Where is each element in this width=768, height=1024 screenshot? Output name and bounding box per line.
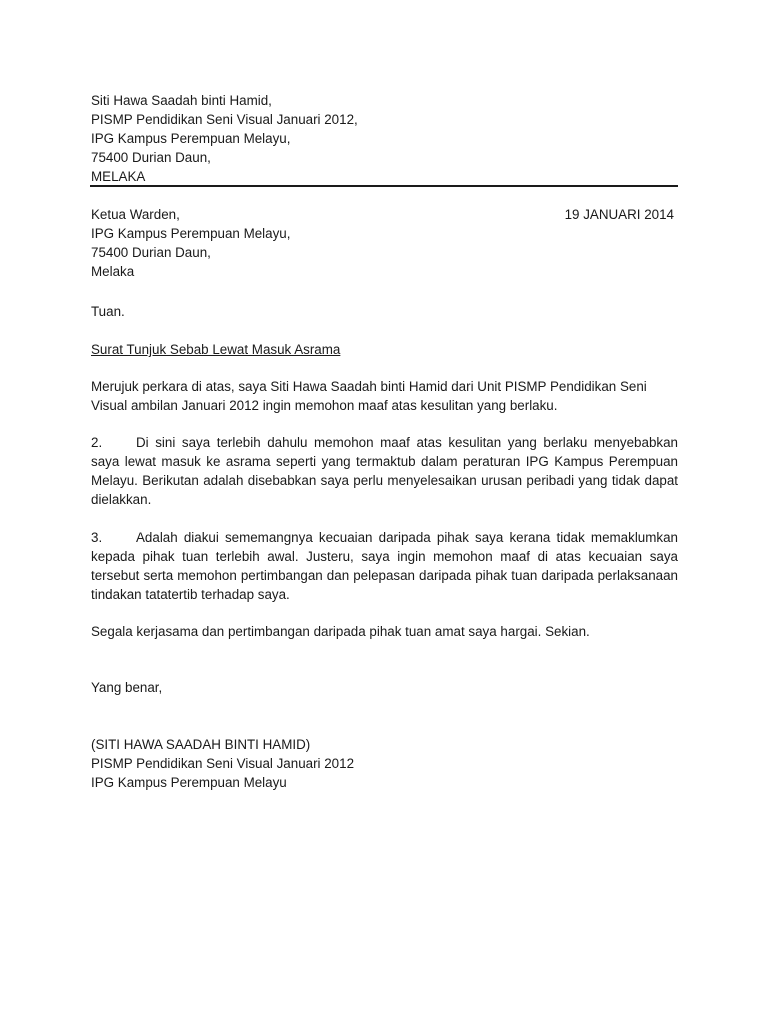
signature-program: PISMP Pendidikan Seni Visual Januari 2012 (91, 756, 355, 771)
sender-name: Siti Hawa Saadah binti Hamid, (91, 93, 272, 108)
sender-postcode-city: 75400 Durian Daun, (91, 150, 211, 165)
sender-institution: IPG Kampus Perempuan Melayu, (91, 131, 291, 146)
closing: Yang benar, (91, 680, 163, 695)
paragraph-3 (91, 528, 678, 604)
recipient-state: Melaka (91, 264, 135, 279)
signature-block (91, 735, 354, 792)
recipient-postcode-city: 75400 Durian Daun, (91, 245, 211, 260)
sender-state: MELAKA (91, 169, 146, 184)
signature-institution: IPG Kampus Perempuan Melayu (91, 775, 287, 790)
letter-subject: Surat Tunjuk Sebab Lewat Masuk Asrama (91, 342, 341, 357)
sender-address (91, 91, 358, 186)
paragraph-2 (91, 433, 678, 509)
recipient-title: Ketua Warden, (91, 207, 180, 222)
recipient-institution: IPG Kampus Perempuan Melayu, (91, 226, 291, 241)
sender-program: PISMP Pendidikan Seni Visual Januari 2012, (91, 112, 358, 127)
paragraph-4: Segala kerjasama dan pertimbangan daripada pihak tuan amat saya hargai. Sekian. (91, 624, 590, 639)
paragraph-2-number: 2. (91, 435, 103, 450)
paragraph-3-number: 3. (91, 530, 103, 545)
recipient-address (91, 205, 290, 281)
salutation: Tuan. (91, 304, 125, 319)
paragraph-3-text: Adalah diakui sememangnya kecuaian daripada pihak saya kerana tidak memaklumkan kepada pihak tuan terlebih awal. Justeru, saya ingin memohon maaf di atas kecuaian saya tersebut serta memohon pertimbangan dan pelepasan daripada pihak tuan daripada perlaksanaan tindakan tatatertib terhadap saya. (91, 530, 678, 602)
paragraph-1: Merujuk perkara di atas, saya Siti Hawa Saadah binti Hamid dari Unit PISMP Pendidikan Seni Visual ambilan Januari 2012 ingin memohon maaf atas kesulitan yang berlaku. (91, 379, 647, 413)
signature-name: (SITI HAWA SAADAH BINTI HAMID) (91, 737, 311, 752)
paragraph-2-text: Di sini saya terlebih dahulu memohon maaf atas kesulitan yang berlaku menyebabkan saya lewat masuk ke asrama seperti yang termaktub dalam peraturan IPG Kampus Perempuan Melayu. Berikutan adalah disebabkan saya perlu menyelesaikan urusan peribadi yang tidak dapat dielakkan. (91, 435, 678, 507)
header-divider (90, 185, 678, 187)
letter-date: 19 JANUARI 2014 (564, 207, 674, 222)
